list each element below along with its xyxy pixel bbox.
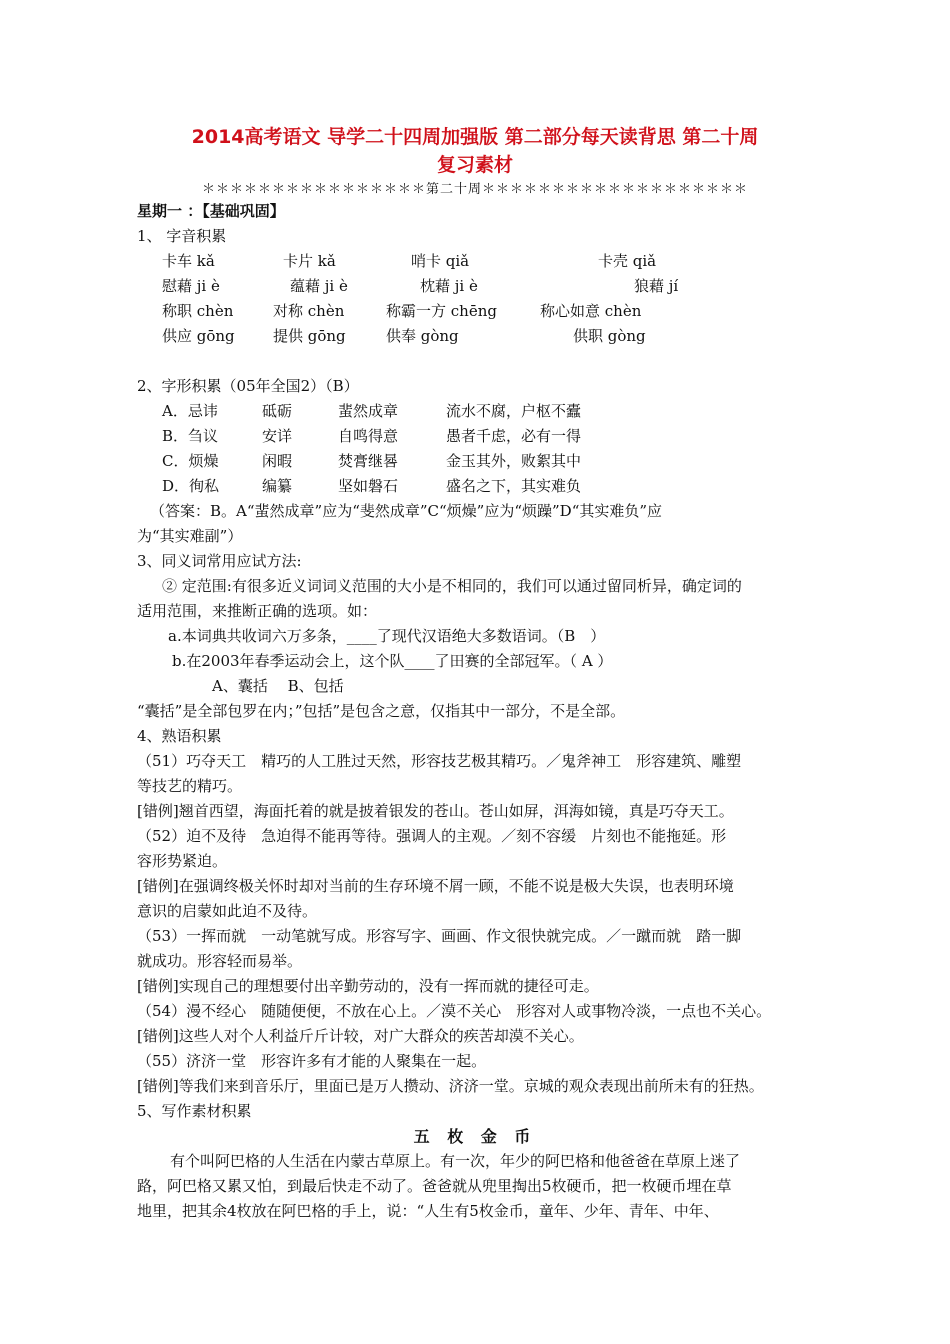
example-explanation: “囊括”是全部包罗在内；”包括”是包含之意，仅指其中一部分，不是全部。 (137, 702, 626, 720)
option-c-word4: 金玉其外，败絮其中 (446, 452, 582, 470)
pinyin-item: 对称 chèn (273, 302, 345, 320)
section-2-heading: 2、字形积累（05年全国2）（B） (137, 377, 359, 395)
day-heading: 星期一 ：【基础巩固】 (137, 202, 285, 220)
section-1-heading: 1、 字音积累 (137, 227, 227, 245)
pinyin-item: 供奉 gòng (386, 327, 459, 345)
pinyin-item: 供应 gōng (162, 327, 235, 345)
pinyin-item: 供职 gòng (573, 327, 646, 345)
idiom-line: （52）迫不及待 急迫得不能再等待。强调人的主观。／刻不容缓 片刻也不能拖延。形 (137, 827, 727, 845)
section-divider: ＊＊＊＊＊＊＊＊＊＊＊＊＊＊＊＊第二十周＊＊＊＊＊＊＊＊＊＊＊＊＊＊＊＊＊＊＊ (201, 182, 748, 197)
idiom-line: 等技艺的精巧。 (137, 777, 243, 795)
pinyin-item: 提供 gōng (273, 327, 346, 345)
section-4-heading: 4、熟语积累 (137, 727, 222, 745)
pinyin-item: 蕴藉 ji è (290, 277, 348, 295)
answer-line2: 为“其实难副”） (137, 527, 243, 545)
pinyin-item: 称霸一方 chēng (386, 302, 497, 320)
document-title-line1: 2014高考语文 导学二十四周加强版 第二部分每天读背思 第二十周 (191, 126, 759, 148)
idiom-line: 容形势紧迫。 (137, 852, 228, 870)
pinyin-item: 卡片 kǎ (283, 252, 336, 270)
option-b-word4: 愚者千虑，必有一得 (446, 427, 582, 445)
option-d-word2: 编纂 (262, 477, 293, 495)
pinyin-item: 狼藉 jí (634, 277, 679, 295)
option-a-word3: 蜚然成章 (338, 402, 399, 420)
story-title: 五 枚 金 币 (413, 1127, 537, 1146)
document-title-line2: 复习素材 (436, 154, 513, 176)
option-d-word4: 盛名之下，其实难负 (446, 477, 582, 495)
idiom-line: （54）漫不经心 随随便便，不放在心上。／漠不关心 形容对人或事物冷淡，一点也不关心。 (137, 1002, 772, 1020)
pinyin-item: 称职 chèn (162, 302, 234, 320)
option-b-word1: B．刍议 (162, 427, 219, 445)
example-choices: A、囊括 B、包括 (212, 677, 344, 695)
section-3-heading: 3、同义词常用应试方法: (137, 552, 302, 570)
idiom-line: （55）济济一堂 形容许多有才能的人聚集在一起。 (137, 1052, 487, 1070)
option-a-word1: A．忌讳 (162, 402, 218, 420)
pinyin-item: 枕藉 ji è (420, 277, 478, 295)
pinyin-item: 哨卡 qiǎ (411, 252, 470, 270)
idiom-line: 意识的启蒙如此迫不及待。 (137, 902, 318, 920)
idiom-line: （51）巧夺天工 精巧的人工胜过天然，形容技艺极其精巧。／鬼斧神工 形容建筑、雕塑 (137, 752, 742, 770)
option-c-word2: 闲暇 (262, 452, 293, 470)
idiom-line: [错例]翘首西望，海面托着的就是披着银发的苍山。苍山如屏，洱海如镜，真是巧夺天工。 (137, 802, 734, 820)
idiom-line: （53）一挥而就 一动笔就写成。形容写字、画画、作文很快就完成。／一蹴而就 踏一脚 (137, 927, 742, 945)
idiom-line: [错例]等我们来到音乐厅，里面已是万人攒动、济济一堂。京城的观众表现出前所未有的狂热。 (137, 1077, 764, 1095)
option-d-word1: D．徇私 (162, 477, 220, 495)
pinyin-item: 慰藉 ji è (162, 277, 220, 295)
pinyin-item: 称心如意 chèn (540, 302, 642, 320)
pinyin-item: 卡车 kǎ (162, 252, 215, 270)
section-5-heading: 5、写作素材积累 (137, 1102, 252, 1120)
example-b: b.在2003年春季运动会上，这个队____了田赛的全部冠军。（ A ） (172, 652, 613, 670)
section-3-para-line1: ② 定范围:有很多近义词词义范围的大小是不相同的，我们可以通过留同析异，确定词的 (162, 577, 742, 595)
option-a-word4: 流水不腐，户枢不蠹 (446, 402, 582, 420)
idiom-line: [错例]这些人对个人利益斤斤计较，对广大群众的疾苦却漠不关心。 (137, 1027, 584, 1045)
idiom-line: [错例]实现自己的理想要付出辛勤劳动的，没有一挥而就的捷径可走。 (137, 977, 599, 995)
answer-line1: （答案：B。A“蜚然成章”应为“斐然成章”C“烦燥”应为“烦躁”D“其实难负”应 (150, 502, 663, 520)
story-line: 有个叫阿巴格的人生活在内蒙古草原上。有一次，年少的阿巴格和他爸爸在草原上迷了 (170, 1152, 741, 1170)
idiom-line: 就成功。形容轻而易举。 (137, 952, 303, 970)
story-line: 地里，把其余4枚放在阿巴格的手上，说：“人生有5枚金币，童年、少年、青年、中年、 (137, 1202, 719, 1220)
option-b-word2: 安详 (262, 427, 293, 445)
option-c-word3: 焚膏继晷 (338, 452, 399, 470)
option-b-word3: 自鸣得意 (338, 427, 399, 445)
option-c-word1: C．烦燥 (162, 452, 219, 470)
idiom-line: [错例]在强调终极关怀时却对当前的生存环境不屑一顾，不能不说是极大失误，也表明环境 (137, 877, 734, 895)
example-a: a.本词典共收词六万多条，____了现代汉语绝大多数语词。（B ） (168, 627, 606, 645)
pinyin-item: 卡壳 qiǎ (598, 252, 657, 270)
option-d-word3: 坚如磐石 (338, 477, 399, 495)
section-3-para-line2: 适用范围，来推断正确的选项。如： (137, 602, 378, 620)
option-a-word2: 砥砺 (262, 402, 293, 420)
story-line: 路，阿巴格又累又怕，到最后快走不动了。爸爸就从兜里掏出5枚硬币，把一枚硬币埋在草 (137, 1177, 732, 1195)
